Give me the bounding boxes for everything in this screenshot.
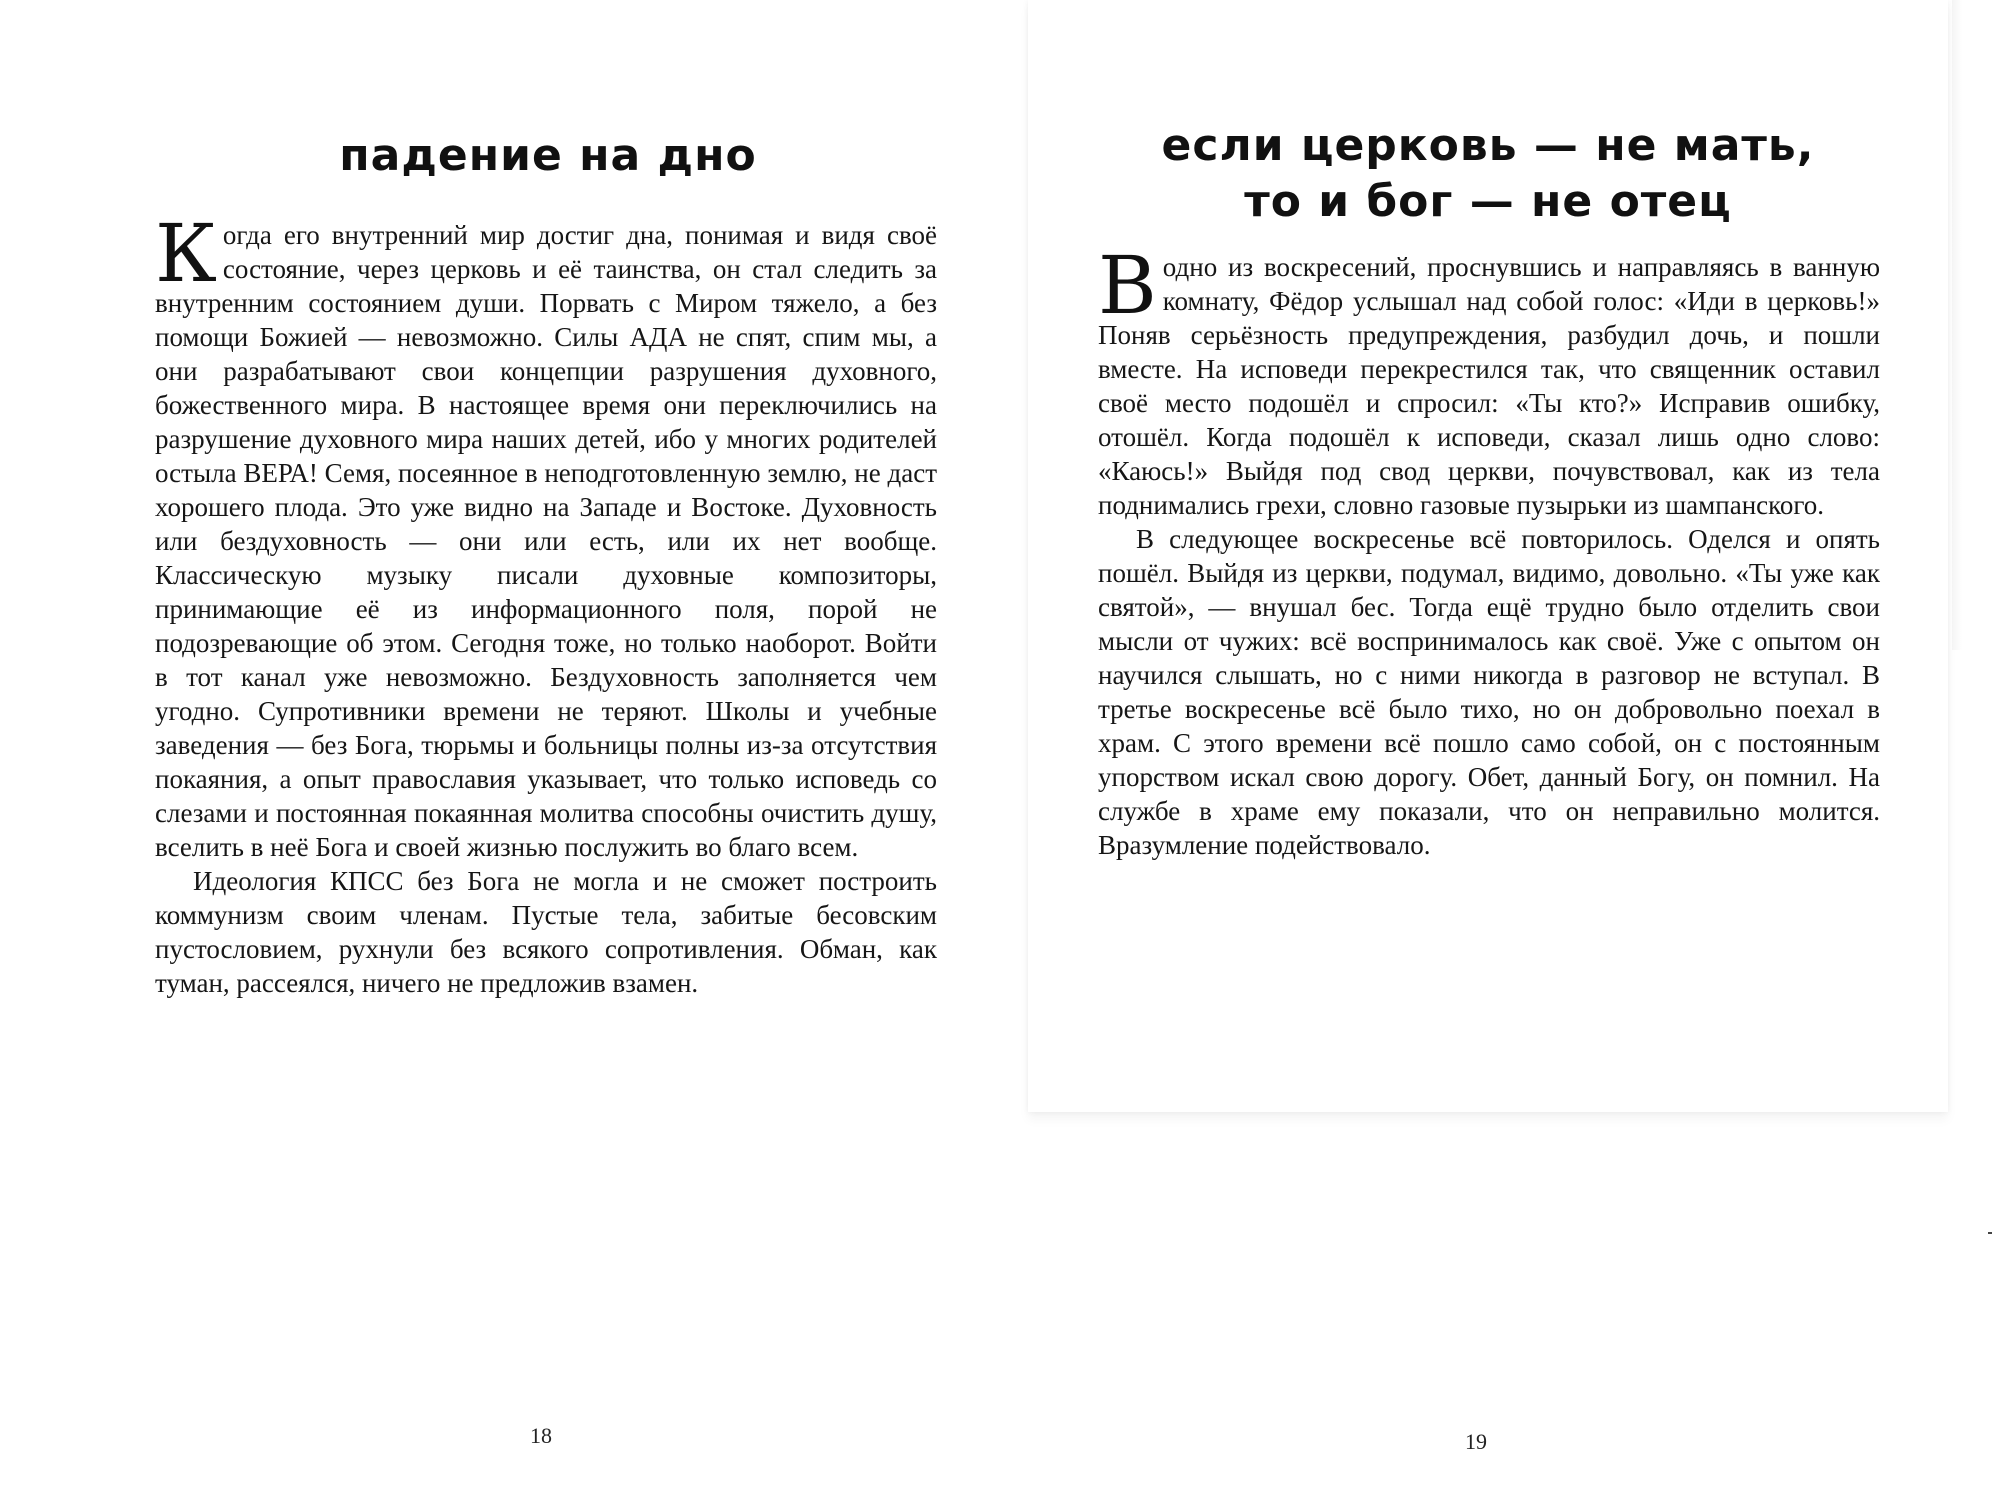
right-paragraph-1 (1098, 239, 1880, 522)
left-page-number: 18 (530, 1423, 552, 1448)
page-edge-shadow (1952, 0, 1962, 650)
left-paragraph-2: Идеология КПСС без Бога не могла и не сможет построить коммунизм своим членам. Пустые тела, забитые бесовским пустословием, рухнули без всякого сопротивления. Обман, как туман, рассеялся, ничего не предложив взамен. (155, 866, 937, 998)
left-dropcap: К (155, 207, 217, 300)
left-paragraph-1 (155, 207, 937, 864)
left-page-title (148, 128, 948, 184)
right-dropcap: В (1098, 239, 1157, 332)
right-page-title (1088, 118, 1888, 230)
scan-speck (1988, 1232, 1992, 1234)
right-paragraph-1-text: одно из воскресений, проснувшись и направляясь в ванную комнату, Фёдор услышал над собой голос: «Иди в церковь!» Поняв серьёзность предупреждения, разбудил дочь, и пошли вместе. На исповеди перекрестился так, что священник оставил своё место подошёл и спросил: «Ты кто?» Исправив ошибку, отошёл. Когда подошёл к исповеди, сказал лишь одно слово: «Каюсь!» Выйдя под свод церкви, почувствовал, как из тела поднимались грехи, словно газовые пузырьки из шампанского. (1098, 252, 1880, 520)
left-paragraph-1-text: огда его внутренний мир достиг дна, понимая и видя своё состояние, через церковь и её таинства, он стал следить за внутренним состоянием души. Порвать с Миром тяжело, а без помощи Божией — невозможно. Силы АДА не спят, спим мы, а они разрабатывают свои концепции разрушения духовного, божественного мира. В настоящее время они переключились на разрушение духовного мира наших детей, ибо у многих родителей остыла ВЕРА! Семя, посеянное в неподготовленную землю, не даст хорошего плода. Это уже видно на Западе и Востоке. Духовность или бездуховность — они или есть, или их нет вообще. Классическую музыку писали духовные композиторы, принимающие её из информационного поля, порой не подозревающие об этом. Сегодня тоже, но только наоборот. Войти в тот канал уже невозможно. Бездуховность заполняется чем угодно. Супротивники времени не теряют. Школы и учебные заведения — без Бога, тюрьмы и больницы полны из-за отсутствия покаяния, а опыт православия указывает, что только исповедь со слезами и постоянная покаянная молитва способны очистить душу, вселить в неё Бога и своей жизнью послужить во благо всем. (155, 220, 937, 862)
left-page-body (155, 207, 937, 1000)
right-page-body (1098, 239, 1880, 862)
right-page (1028, 0, 1948, 1454)
right-paragraph-2: В следующее воскресенье всё повторилось. Оделся и опять пошёл. Выйдя из церкви, подумал, видимо, довольно. «Ты уже как святой», — внушал бес. Тогда ещё трудно было отделить свои мысли от чужих: всё воспринималось как своё. Уже с опытом он научился слышать, но с ними никогда в разговор не вступал. В третье воскресенье всё было тихо, но он добровольно поехал в храм. С этого времени всё пошло само собой, он с постоянным упорством искал свою дорогу. Обет, данный Богу, он помнил. На службе в храме ему показали, что он неправильно молится. Вразумление подействовало. (1098, 524, 1880, 860)
right-page-number: 19 (1465, 1429, 1487, 1454)
right-title-line-1: если церковь — не мать, (1161, 120, 1815, 171)
right-title-line-2: то и бог — не отец (1244, 176, 1732, 227)
left-title-text: падение на дно (339, 130, 757, 181)
